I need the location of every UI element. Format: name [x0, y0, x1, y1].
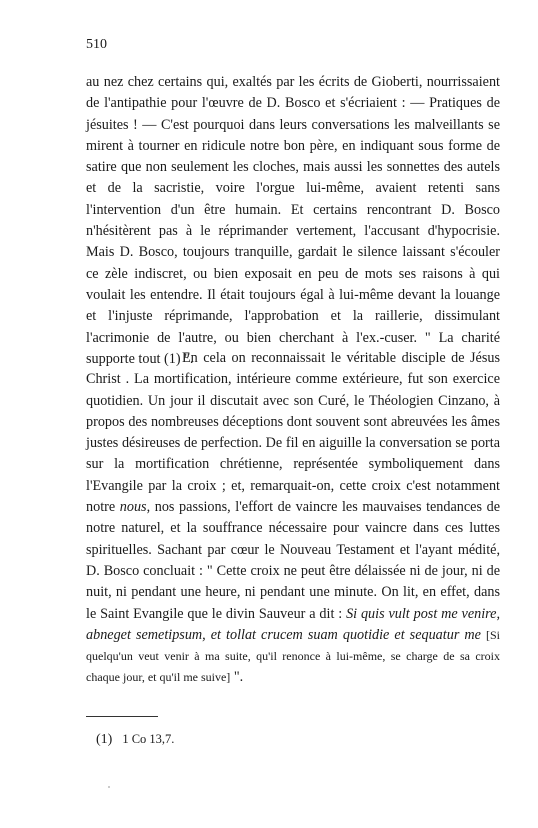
- paragraph-2-text-a: En cela on reconnaissait le véritable disciple de Jésus Christ . La mortification, intérieure comme extérieure, fut son exercice quotidien. Un jour il discutait avec son Curé, le Théologien Cinzano, à propos des nombreuses déceptions dont souvent sont abreuvées les âmes justes désireuses de perfection. De fil en aiguille la conversation se porta sur la mortification chrétienne, représentée symboliquement dans l'Evangile par la croix ; et, remarquait-on, cette croix c'est notamment notre: [86, 350, 500, 516]
- footnote-ref: (1): [96, 732, 113, 747]
- paragraph-2-text-b: , nos passions, l'effort de vaincre les mauvaises tendances de notre naturel, et la souffrance nécessaire pour vaincre dans ces luttes spirituelles. Sachant par cœur le Nouveau Testament et l'ayant médité, D. Bosco concluait : " Cette croix ne peut être délaissée ni de jour, ni de nuit, ni pendant une heure, ni pendant une minute. On lit, en effet, dans le Saint Evangile que le divin Sauveur a dit :: [86, 499, 501, 622]
- footnote-separator: [86, 716, 158, 717]
- paragraph-1: au nez chez certains qui, exaltés par les écrits de Gioberti, nourrissaient de l'antipathie pour l'œuvre de D. Bosco et s'écriaient : — Pratiques de jésuites ! — C'est pourquoi dans leurs conversations les malveillants se mirent à tourner en ridicule notre bon père, en indiquant sous forme de satire que non seulement les cloches, mais aussi les sonnettes des autels et de la sacristie, voire l'orgue lui-même, avaient retenti sans l'intervention d'un être humain. Et certains rencontrant D. Bosco n'hésitèrent pas à le réprimander vertement, l'accusant d'hypocrisie. Mais D. Bosco, toujours tranquille, gardait le silence laissant s'écouler ce zèle indiscret, ou bien exposait en peu de mots ses raisons à qui voulait les entendre. Il était toujours égal à lui-même devant la louange et l'injuste réprimande, l'approbation et la raillerie, dissimulant l'acrimonie de l'autre, ou bien cherchant à l'ex.-cuser. " La charité supporte tout (1) ".: [86, 74, 500, 367]
- emphasis-nous: nous: [119, 499, 147, 516]
- paragraph-2: [86, 348, 500, 689]
- footnote: [96, 732, 174, 748]
- translation-note: [Si quelqu'un veut venir à ma suite, qu'il renonce à lui-même, se charge de sa croix chaque jour, et qu'il me suive]: [86, 627, 501, 685]
- page-number: 510: [86, 37, 107, 52]
- paper-speck: [108, 786, 110, 788]
- latin-quotation: Si quis vult post me venire, abneget semetipsum, et tollat crucem suam quotidie et sequatur me: [86, 605, 500, 643]
- footnote-text: 1 Co 13,7.: [122, 732, 175, 746]
- closing-quote: ".: [230, 669, 244, 686]
